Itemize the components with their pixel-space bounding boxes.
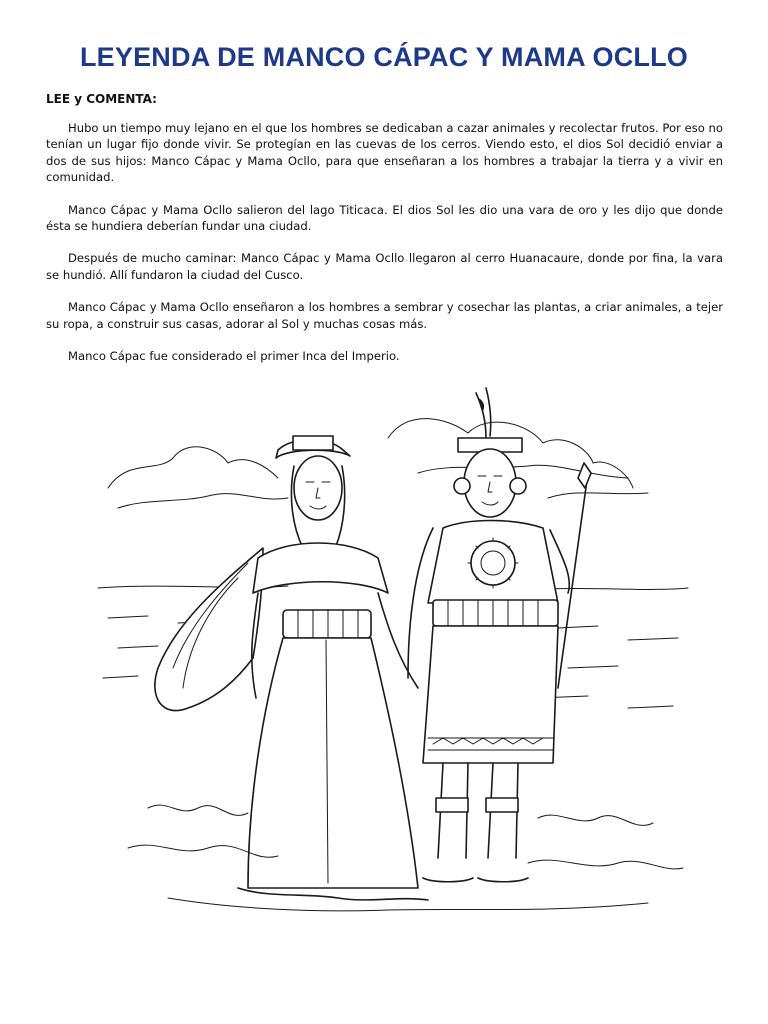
paragraph-2: Manco Cápac y Mama Ocllo salieron del lago Titicaca. El dios Sol les dio una vara de oro y les dijo que donde ésta se hundiera deberían fundar una ciudad. xyxy=(46,202,723,234)
page-title: LEYENDA DE MANCO CÁPAC Y MAMA OCLLO xyxy=(79,42,688,72)
story-text xyxy=(46,120,723,380)
manco-capac-mama-ocllo-illustration xyxy=(88,378,700,950)
section-subtitle: LEE y COMENTA: xyxy=(46,92,157,106)
paragraph-3: Después de mucho caminar: Manco Cápac y Mama Ocllo llegaron al cerro Huanacaure, donde por fina, la vara se hundió. Allí fundaron la ciudad del Cusco. xyxy=(46,251,723,282)
mama-ocllo-figure xyxy=(155,436,428,900)
manco-capac-figure xyxy=(408,388,591,882)
paragraph-5: Manco Cápac fue considerado el primer Inca del Imperio. xyxy=(68,349,400,364)
paragraph-4: Manco Cápac y Mama Ocllo enseñaron a los hombres a sembrar y cosechar las plantas, a criar animales, a tejer su ropa, a construir sus casas, adorar al Sol y muchas cosas más. xyxy=(46,300,723,331)
clouds-drawing xyxy=(108,419,648,508)
paragraph-1: Hubo un tiempo muy lejano en el que los hombres se dedicaban a cazar animales y recolectar frutos. Por eso no tenían un lugar fijo donde vivir. Se protegían en las cuevas de los cerros. Viendo esto, el dios Sol decidió enviar a dos de sus hijos: Manco Cápac y Mama Ocllo, para que enseñaran a los hombres a trabajar la tierra y a vivir en comunidad. xyxy=(46,121,723,185)
